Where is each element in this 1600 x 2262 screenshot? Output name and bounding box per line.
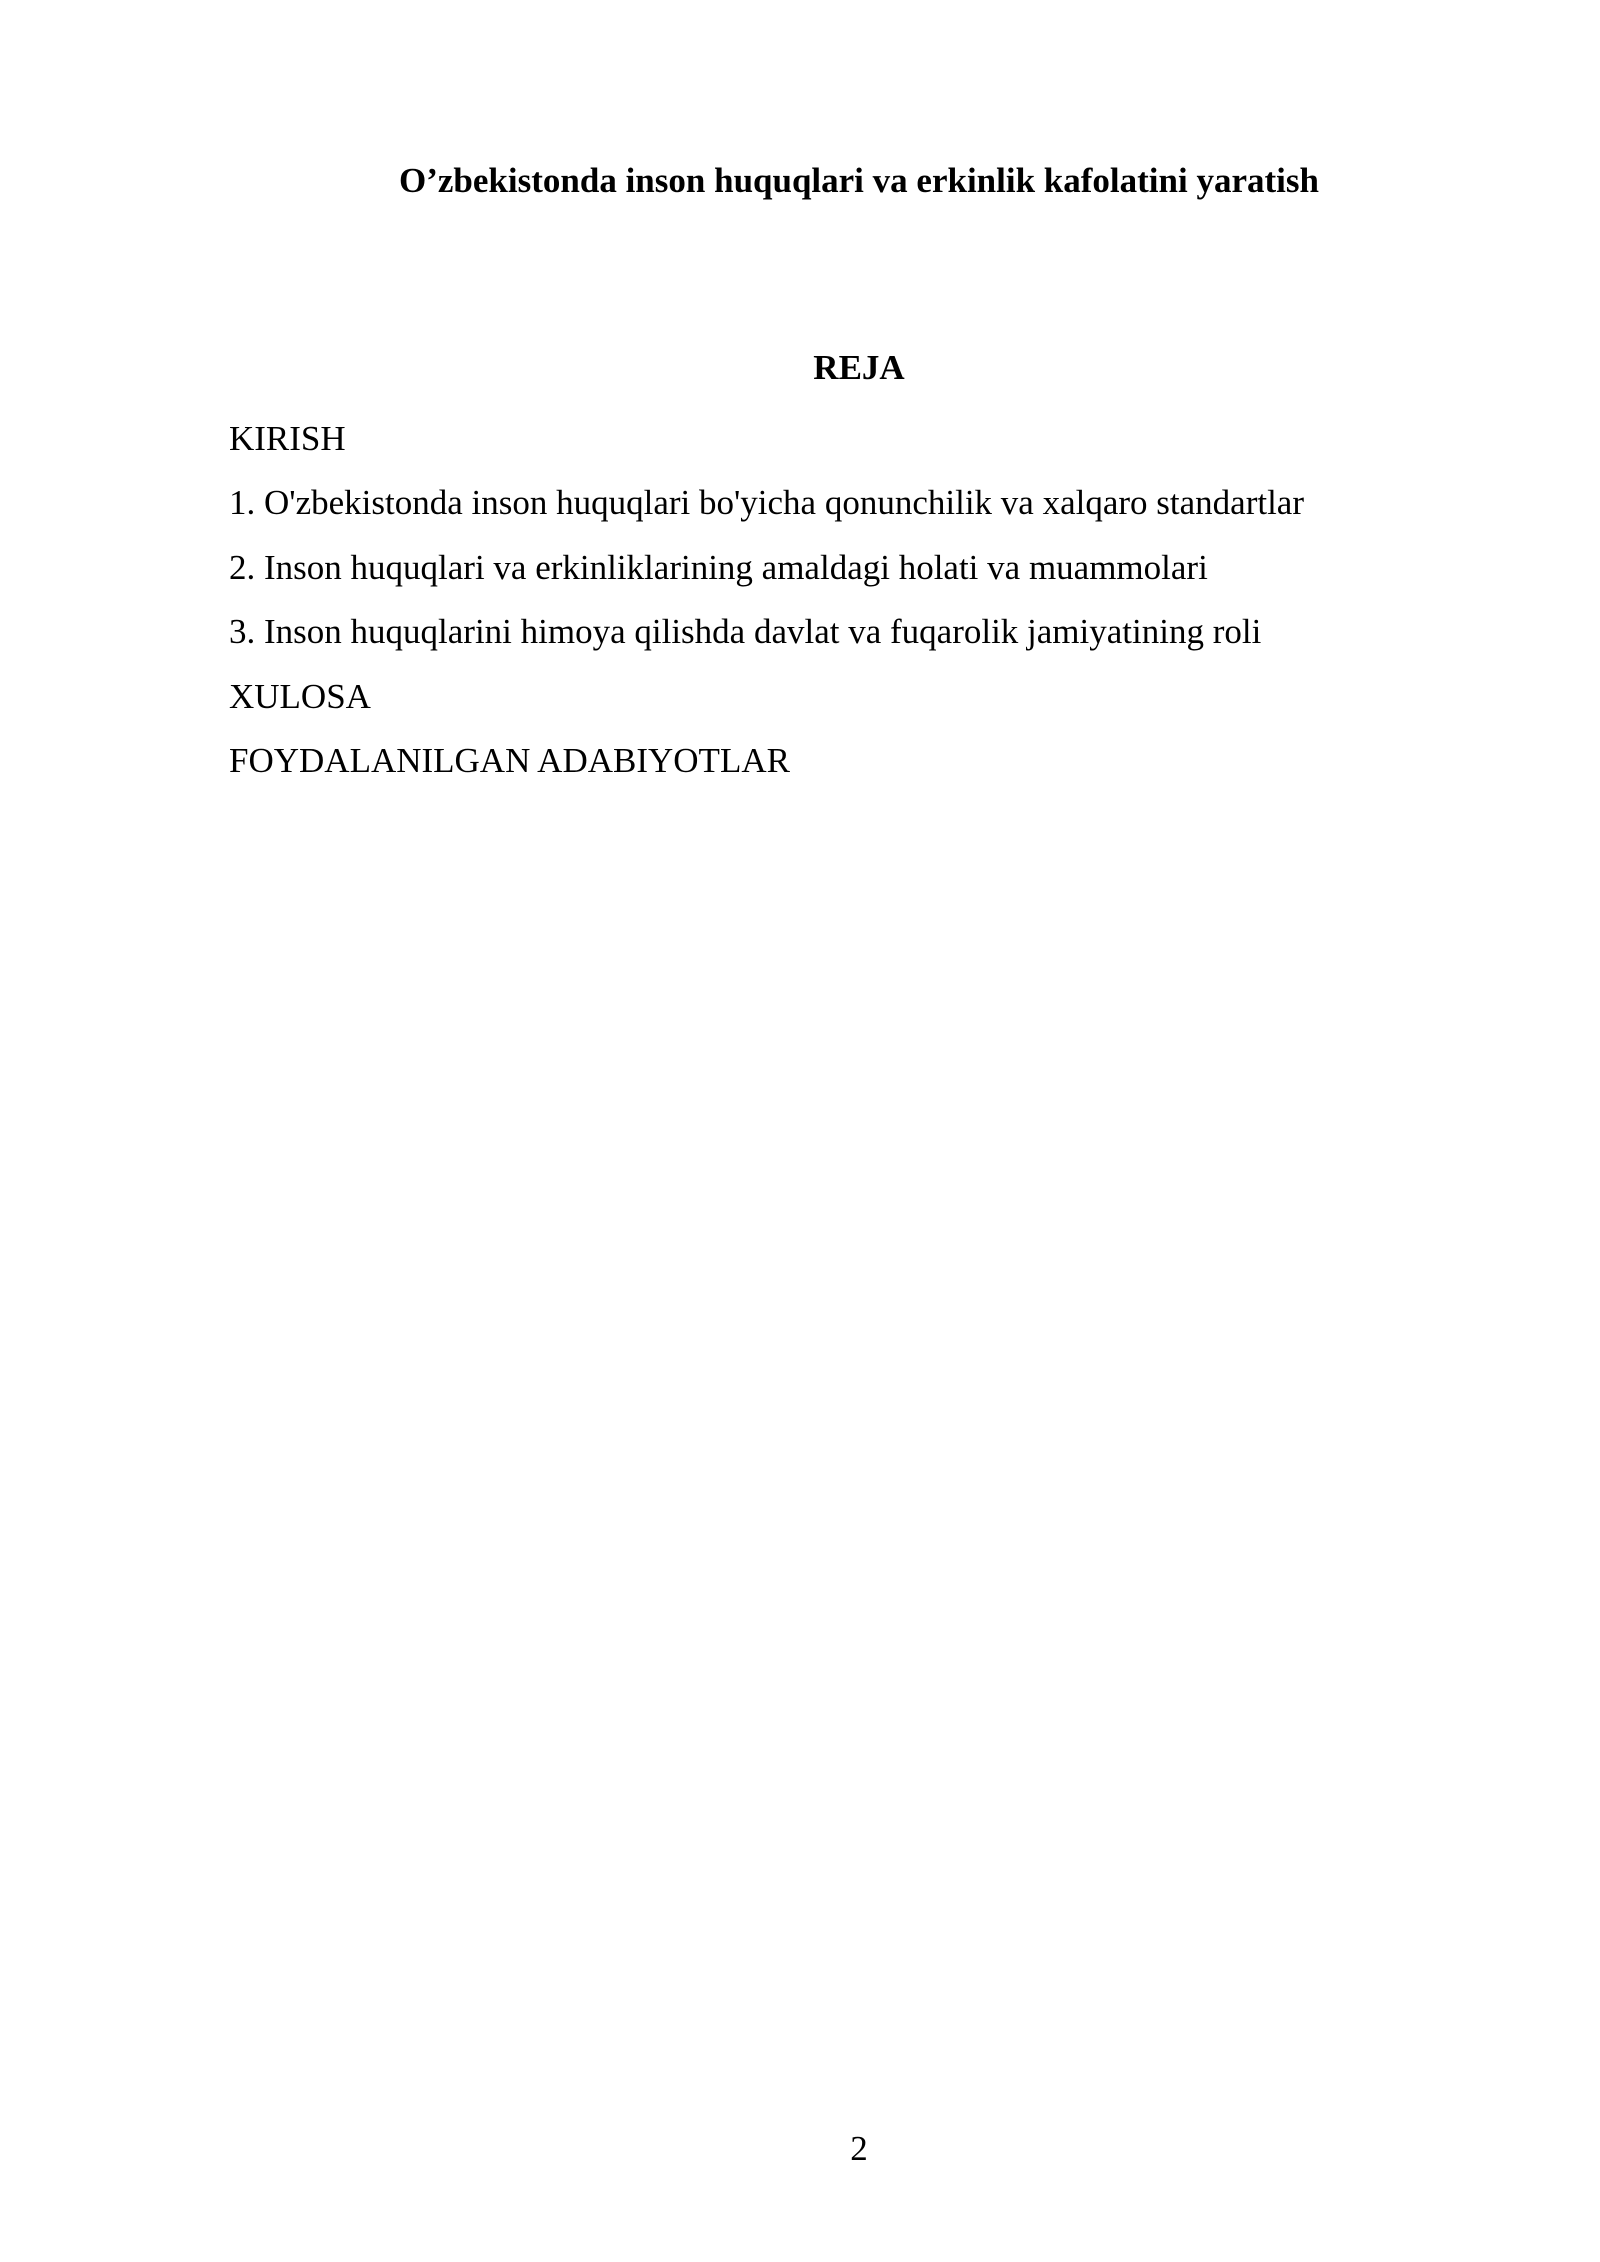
toc-item-1: 1. O'zbekistonda inson huquqlari bo'yicha qonunchilik va xalqaro standartlar [229, 483, 1304, 523]
toc-item-3: 3. Inson huquqlarini himoya qilishda davlat va fuqarolik jamiyatining roli [229, 612, 1262, 652]
toc-item-2: 2. Inson huquqlari va erkinliklarining amaldagi holati va muammolari [229, 547, 1208, 587]
table-of-contents [229, 418, 1304, 804]
toc-item-references: FOYDALANILGAN ADABIYOTLAR [229, 740, 790, 780]
toc-item-conclusion: XULOSA [229, 676, 371, 716]
page-number: 2 [850, 2129, 868, 2168]
toc-item-introduction: KIRISH [229, 419, 346, 458]
document-title: O’zbekistonda inson huquqlari va erkinlik kafolatini yaratish [399, 161, 1319, 200]
plan-heading: REJA [813, 348, 905, 387]
